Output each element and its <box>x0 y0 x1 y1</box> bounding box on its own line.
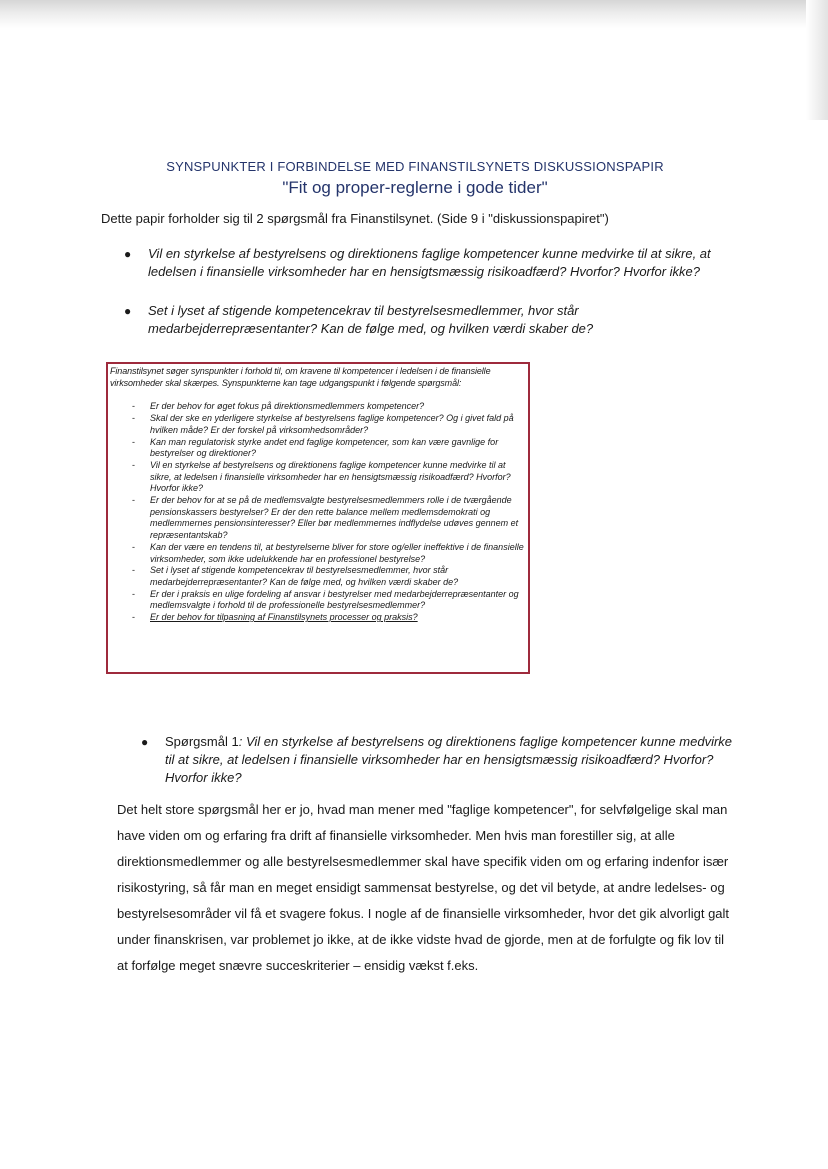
excerpt-item-text: Er der i praksis en ulige fordeling af ansvar i bestyrelser med medarbejderrepræsentanter og medlemsvalgte i forhold til de professionelle bestyrelsesmedlemmer? <box>150 588 519 611</box>
excerpt-intro: Finanstilsynet søger synspunkter i forhold til, om kravene til kompetencer i ledelsen i de finansielle virksomheder skal skærpes. Synspunkterne kan tage udgangspunkt i følgende spørgsmål: <box>110 366 491 388</box>
excerpt-item-text: Kan man regulatorisk styrke andet end faglige kompetencer, som kan være gavnlige for bestyrelser og direktioner? <box>150 436 499 459</box>
dash-icon: - <box>132 588 135 599</box>
dash-icon: - <box>132 459 135 470</box>
section-label: Spørgsmål 1 <box>165 734 239 749</box>
excerpt-item-text: Er der behov for at se på de medlemsvalgte bestyrelsesmedlemmers rolle i de tværgående pensionskassers bestyrelser? Er der den rette balance mellem medlemsdemokrati og medlemmernes pensionsinteresser? Eller bør medlemmernes indflydelse udøves gennem et repræsentantskab? <box>150 495 519 541</box>
excerpt-item <box>132 436 526 460</box>
dash-icon: - <box>132 541 135 552</box>
question-bullet-2 <box>124 302 708 338</box>
scan-shadow-right <box>806 0 828 120</box>
question-text: Vil en styrkelse af bestyrelsens og direktionens faglige kompetencer kunne medvirke til at sikre, at ledelsen i finansielle virksomheder har en hensigtsmæssig risikoadfærd? Hvorfor? Hvorfor ikke? <box>148 246 711 279</box>
bullet-icon: ● <box>124 304 132 318</box>
document-subtitle: "Fit og proper-reglerne i gode tider" <box>282 178 548 197</box>
bullet-icon: ● <box>124 247 132 261</box>
excerpt-item <box>132 401 526 413</box>
dash-icon: - <box>132 612 135 623</box>
excerpt-item <box>132 495 526 542</box>
excerpt-item <box>132 459 526 495</box>
section-question-text: Vil en styrkelse af bestyrelsens og direktionens faglige kompetencer kunne medvirke til at sikre, at ledelsen i finansielle virksomheder har en hensigtsmæssig risikoadfærd? Hvorfor? Hvorfor ikke? <box>165 734 733 785</box>
excerpt-item-text: Skal der ske en yderligere styrkelse af bestyrelsens faglige kompetencer? Og i givet fald på hvilken måde? Er der forskel på virksomhedsområder? <box>150 413 514 435</box>
document-heading: SYNSPUNKTER I FORBINDELSE MED FINANSTILSYNETS DISKUSSIONSPAPIR <box>166 159 664 174</box>
dash-icon: - <box>132 495 135 506</box>
excerpt-item-text: Vil en styrkelse af bestyrelsens og direktionens faglige kompetencer kunne medvirke til at sikre, at ledelsen i finansielle virksomheder har en hensigtsmæssig risikoadfærd? Hvorfor? Hvorfor ikke? <box>150 459 511 494</box>
excerpt-item-text: Set i lyset af stigende kompetencekrav til bestyrelsesmedlemmer, hvor står medarbejderrepræsentanter? Kan de følge med, og hvilken værdi skaber de? <box>150 565 459 587</box>
dash-icon: - <box>132 413 135 424</box>
question-text: Set i lyset af stigende kompetencekrav til bestyrelsesmedlemmer, hvor står medarbejderrepræsentanter? Kan de følge med, og hvilken værdi skaber de? <box>148 303 594 336</box>
bullet-icon: ● <box>141 735 149 749</box>
body-paragraph <box>117 797 737 979</box>
excerpt-item-text: Er der behov for tilpasning af Finanstilsynets processer og praksis? <box>150 612 418 623</box>
quoted-excerpt-box <box>106 362 530 674</box>
excerpt-item <box>132 541 526 565</box>
body-text: Det helt store spørgsmål her er jo, hvad man mener med "faglige kompetencer", for selvfølgelige skal man have viden om og erfaring fra drift af finansielle virksomheder. Men hvis man forestiller sig, at alle direktionsmedlemmer og alle bestyrelsesmedlemmer skal have specifik viden om og erfaring indenfor især risikostyring, så får man en meget ensidigt sammensat bestyrelse, og det vil betyde, at andre ledelses- og bestyrelsesområder vil få et svagere fokus. I nogle af de finansielle virksomheder, hvor det gik alvorligt galt under finanskrisen, var problemet jo ikke, at de ikke vidste hvad de gjorde, men at de forfulgte og fik lov til at forfølge meget snævre succeskriterier – ensidig vækst f.eks. <box>117 802 730 973</box>
excerpt-item <box>132 612 526 624</box>
excerpt-item <box>132 588 526 612</box>
section-separator: : <box>238 734 243 749</box>
dash-icon: - <box>132 565 135 576</box>
excerpt-list <box>110 401 526 623</box>
excerpt-item-text: Kan der være en tendens til, at bestyrelserne bliver for store og/eller ineffektive i de finansielle virksomheder, som ikke udelukkende har en professionel bestyrelse? <box>150 541 524 564</box>
intro-paragraph: Dette papir forholder sig til 2 spørgsmål fra Finanstilsynet. (Side 9 i "diskussionspapiret") <box>101 211 609 226</box>
excerpt-item <box>132 565 526 588</box>
section-question-1 <box>141 733 735 787</box>
dash-icon: - <box>132 436 135 447</box>
dash-icon: - <box>132 401 135 412</box>
excerpt-item-text: Er der behov for øget fokus på direktionsmedlemmers kompetencer? <box>150 401 425 412</box>
question-bullet-1 <box>124 245 738 281</box>
excerpt-item <box>132 413 526 436</box>
scan-shadow-top <box>0 0 828 28</box>
